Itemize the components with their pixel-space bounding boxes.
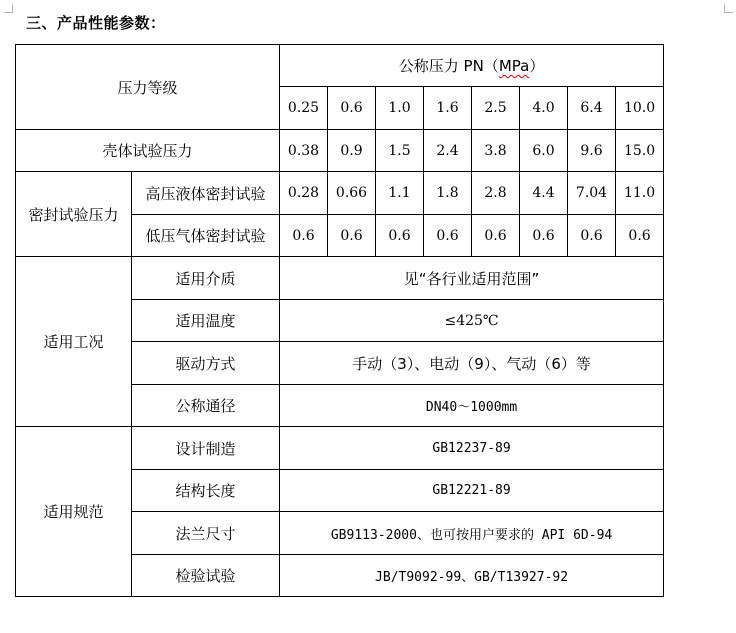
standard-item-label: 检验试验 [132, 555, 280, 597]
seal-liquid-label: 高压液体密封试验 [132, 172, 280, 215]
page-corner-mark-right [724, 4, 733, 13]
shell-test-value: 0.9 [328, 130, 376, 172]
pressure-grade-label: 压力等级 [16, 45, 280, 130]
shell-test-value: 2.4 [424, 130, 472, 172]
seal-gas-value: 0.6 [472, 215, 520, 257]
standard-item-label: 结构长度 [132, 470, 280, 512]
nominal-value: 0.25 [280, 87, 328, 130]
standard-item-value: GB12221-89 [280, 470, 664, 512]
shell-test-value: 9.6 [568, 130, 616, 172]
nominal-pressure-suffix: ） [529, 57, 545, 75]
seal-gas-label: 低压气体密封试验 [132, 215, 280, 257]
standard-item-value: GB12237-89 [280, 427, 664, 470]
seal-liquid-value: 1.8 [424, 172, 472, 215]
condition-item-value: ≤425℃ [280, 300, 664, 342]
shell-test-value: 0.38 [280, 130, 328, 172]
seal-liquid-value: 0.28 [280, 172, 328, 215]
nominal-pressure-header [280, 45, 664, 87]
seal-gas-value: 0.6 [376, 215, 424, 257]
seal-test-label: 密封试验压力 [16, 172, 132, 257]
nominal-value: 10.0 [616, 87, 664, 130]
seal-liquid-value: 0.66 [328, 172, 376, 215]
nominal-value: 4.0 [520, 87, 568, 130]
standard-item-value: JB/T9092-99、GB/T13927-92 [280, 555, 664, 597]
seal-gas-value: 0.6 [424, 215, 472, 257]
seal-gas-value: 0.6 [616, 215, 664, 257]
shell-test-value: 15.0 [616, 130, 664, 172]
seal-gas-value: 0.6 [568, 215, 616, 257]
shell-test-value: 1.5 [376, 130, 424, 172]
shell-test-value: 3.8 [472, 130, 520, 172]
seal-liquid-value: 4.4 [520, 172, 568, 215]
condition-item-value: 手动（3）、电动（9）、气动（6）等 [280, 342, 664, 385]
condition-item-label: 公称通径 [132, 385, 280, 427]
seal-gas-value: 0.6 [328, 215, 376, 257]
nominal-pressure-unit: MPa [498, 57, 530, 75]
nominal-value: 6.4 [568, 87, 616, 130]
nominal-value: 1.6 [424, 87, 472, 130]
standard-item-value: GB9113-2000、也可按用户要求的 API 6D-94 [280, 512, 664, 555]
condition-item-value: DN40～1000mm [280, 385, 664, 427]
seal-liquid-value: 1.1 [376, 172, 424, 215]
standards-label: 适用规范 [16, 427, 132, 597]
nominal-value: 1.0 [376, 87, 424, 130]
section-heading: 三、产品性能参数： [26, 14, 166, 32]
condition-item-label: 适用介质 [132, 257, 280, 300]
seal-liquid-value: 11.0 [616, 172, 664, 215]
seal-gas-value: 0.6 [280, 215, 328, 257]
condition-item-label: 适用温度 [132, 300, 280, 342]
nominal-value: 2.5 [472, 87, 520, 130]
seal-liquid-value: 2.8 [472, 172, 520, 215]
condition-item-value: 见“各行业适用范围” [280, 257, 664, 300]
seal-liquid-value: 7.04 [568, 172, 616, 215]
standard-item-label: 法兰尺寸 [132, 512, 280, 555]
performance-parameters-table [15, 44, 664, 597]
condition-item-label: 驱动方式 [132, 342, 280, 385]
page-corner-mark-left [4, 4, 13, 13]
nominal-value: 0.6 [328, 87, 376, 130]
seal-gas-value: 0.6 [520, 215, 568, 257]
standard-item-label: 设计制造 [132, 427, 280, 470]
nominal-pressure-prefix: 公称压力 PN（ [398, 57, 499, 75]
shell-test-label: 壳体试验压力 [16, 130, 280, 172]
conditions-label: 适用工况 [16, 257, 132, 427]
shell-test-value: 6.0 [520, 130, 568, 172]
